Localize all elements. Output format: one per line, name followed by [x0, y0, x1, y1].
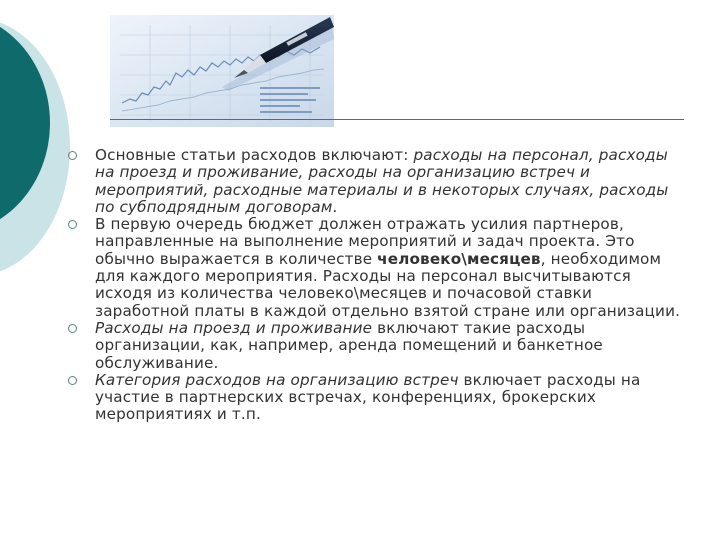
- bullet-list: [68, 147, 688, 424]
- bullet-ring-icon: [68, 151, 77, 160]
- bullet-ring-icon: [68, 220, 77, 229]
- text-segment: Основные статьи расходов включают:: [95, 146, 414, 164]
- finance-chart-photo: [110, 15, 334, 127]
- text-segment: расходы на персонал, расходы на проезд и проживание, расходы на организацию встреч и мероприятий, расходные материалы и в некоторых случаях, расходы по субподрядным договорам: [95, 146, 669, 216]
- text-segment: Расходы на проезд и проживание: [95, 318, 373, 337]
- text-segment: включает расходы на участие в партнерских встречах, конференциях, брокерских мероприятиях и т.п.: [95, 370, 641, 424]
- text-segment: , необходимом для каждого мероприятия. Расходы на персонал высчитываются исходя из количества человеко\месяцев и почасовой ставки заработной платы в каждой отдельно взятой стране или организации.: [95, 249, 681, 320]
- bullet-ring-icon: [68, 324, 77, 333]
- text-segment: человеко\месяцев: [377, 249, 541, 268]
- list-item: [68, 147, 688, 216]
- bullet-ring-icon: [68, 376, 77, 385]
- list-item: [68, 216, 688, 320]
- text-segment: Категория расходов на организацию встреч: [95, 370, 459, 389]
- header-divider: [110, 119, 684, 120]
- list-item: [68, 372, 688, 424]
- text-segment: .: [332, 197, 338, 216]
- text-segment: включают такие расходы организации, как, например, аренда помещений и банкетное обслуживание.: [95, 318, 603, 372]
- list-item: [68, 320, 688, 372]
- text-segment: В первую очередь бюджет должен отражать усилия партнеров, направленные на выполнение мероприятий и задач проекта. Это обычно выражается в количестве: [95, 215, 635, 268]
